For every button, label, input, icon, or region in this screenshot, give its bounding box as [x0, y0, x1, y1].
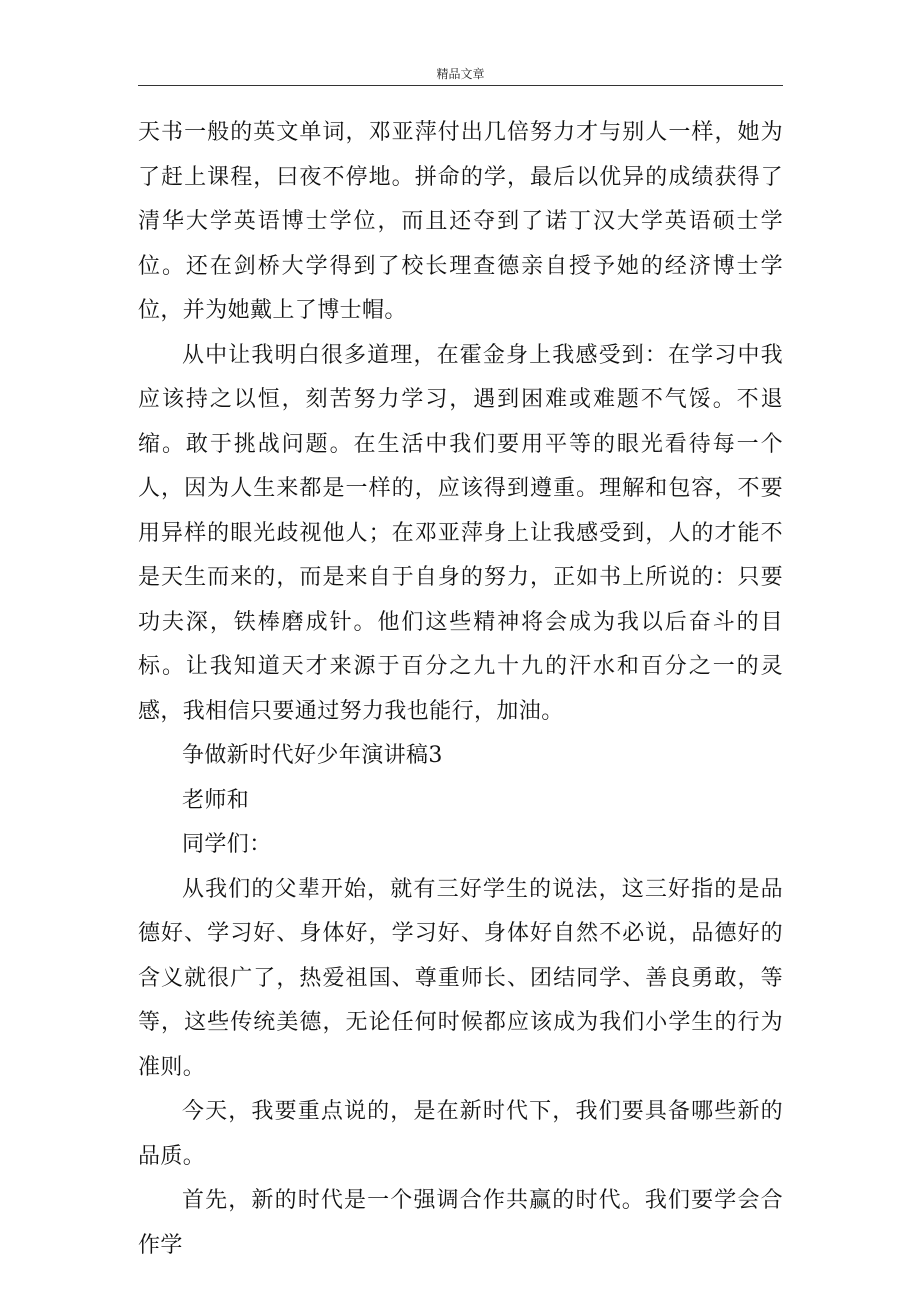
paragraph: 从我们的父辈开始，就有三好学生的说法，这三好指的是品德好、学习好、身体好，学习好、身体好自然不必说，品德好的含义就很广了，热爱祖国、尊重师长、团结同学、善良勇敢，等等，这些传统美德，无论任何时候都应该成为我们小学生的行为准则。: [138, 876, 783, 1080]
header-divider: [138, 85, 783, 86]
paragraph: 今天，我要重点说的，是在新时代下，我们要具备哪些新的品质。: [138, 1099, 783, 1169]
document-body: [138, 111, 783, 1268]
paragraph: 首先，新的时代是一个强调合作共赢的时代。我们要学会合作学: [138, 1188, 783, 1258]
section-title: 争做新时代好少年演讲稿3: [182, 743, 443, 768]
paragraph: 从中让我明白很多道理，在霍金身上我感受到：在学习中我应该持之以恒，刻苦努力学习，遇到困难或难题不气馁。不退缩。敢于挑战问题。在生活中我们要用平等的眼光看待每一个人，因为人生来都是一样的，应该得到遵重。理解和包容，不要用异样的眼光歧视他人；在邓亚萍身上让我感受到，人的才能不是天生而来的，而是来自于自身的努力，正如书上所说的：只要功夫深，铁棒磨成针。他们这些精神将会成为我以后奋斗的目标。让我知道天才来源于百分之九十九的汗水和百分之一的灵感，我相信只要通过努力我也能行，加油。: [138, 342, 783, 724]
salutation-line: 老师和: [182, 787, 250, 813]
salutation-line: 同学们：: [182, 832, 272, 857]
page-header-title: 精品文章: [436, 67, 485, 81]
paragraph: 天书一般的英文单词，邓亚萍付出几倍努力才与别人一样，她为了赶上课程，曰夜不停地。拼命的学，最后以优异的成绩获得了清华大学英语博士学位，而且还夺到了诺丁汉大学英语硕士学位。还在剑桥大学得到了校长理查德亲自授予她的经济博士学位，并为她戴上了博士帽。: [138, 120, 783, 323]
